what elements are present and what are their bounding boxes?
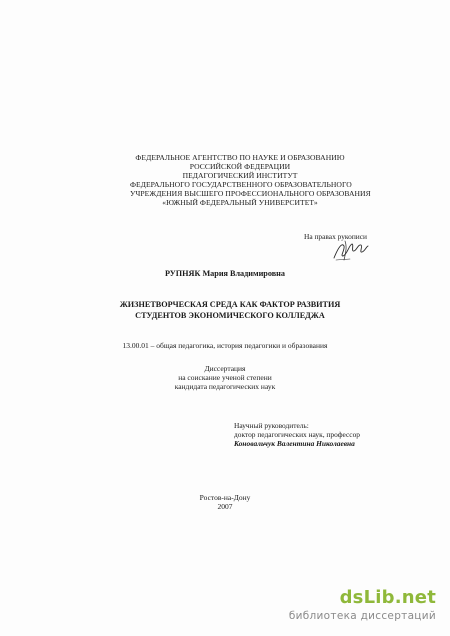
logo-ds: ds bbox=[339, 587, 364, 608]
header-line: ФЕДЕРАЛЬНОГО ГОСУДАРСТВЕННОГО ОБРАЗОВАТЕЛЬНОГО bbox=[130, 179, 352, 189]
degree-line: Диссертация bbox=[204, 364, 246, 373]
place-and-year bbox=[0, 493, 450, 512]
city: Ростов-на-Дону bbox=[199, 493, 251, 502]
degree-line: на соискание ученой степени bbox=[178, 373, 272, 383]
manuscript-rights-note: На правах рукописи bbox=[304, 232, 367, 241]
header-line: РОССИЙСКОЙ ФЕДЕРАЦИИ bbox=[189, 161, 291, 171]
dissertation-title bbox=[100, 300, 360, 321]
handwritten-signature-icon bbox=[330, 238, 370, 264]
institution-header bbox=[130, 153, 371, 207]
supervisor-name: Коновальчук Валентина Николаевна bbox=[234, 439, 355, 449]
logo-dot: . bbox=[394, 587, 402, 608]
supervisor-info bbox=[234, 421, 360, 449]
header-line: «ЮЖНЫЙ ФЕДЕРАЛЬНЫЙ УНИВЕРСИТЕТ» bbox=[162, 197, 318, 207]
header-line: ФЕДЕРАЛЬНОЕ АГЕНТСТВО ПО НАУКЕ И ОБРАЗОВАНИЮ bbox=[135, 153, 345, 162]
dslib-watermark bbox=[289, 588, 436, 622]
dslib-logo bbox=[289, 588, 436, 608]
supervisor-credentials: доктор педагогических наук, профессор bbox=[234, 430, 360, 440]
header-line: УЧРЕЖДЕНИЯ ВЫСШЕГО ПРОФЕССИОНАЛЬНОГО ОБРАЗОВАНИЯ bbox=[130, 188, 371, 198]
title-line: ЖИЗНЕТВОРЧЕСКАЯ СРЕДА КАК ФАКТОР РАЗВИТИЯ bbox=[119, 300, 341, 309]
header-line: ПЕДАГОГИЧЕСКИЙ ИНСТИТУТ bbox=[182, 170, 298, 180]
title-line: СТУДЕНТОВ ЭКОНОМИЧЕСКОГО КОЛЛЕДЖА bbox=[135, 310, 325, 320]
author-name: РУПНЯК Мария Владимировна bbox=[165, 269, 285, 278]
degree-line: кандидата педагогических наук bbox=[174, 382, 276, 392]
specialty-code: 13.00.01 – общая педагогика, история педагогики и образования bbox=[122, 341, 328, 350]
year: 2007 bbox=[217, 502, 233, 512]
logo-net: net bbox=[401, 587, 436, 608]
watermark-tagline: библиотека диссертаций bbox=[288, 610, 436, 622]
supervisor-label: Научный руководитель: bbox=[234, 421, 309, 430]
degree-info bbox=[0, 364, 450, 392]
logo-lib: Lib bbox=[363, 587, 395, 608]
